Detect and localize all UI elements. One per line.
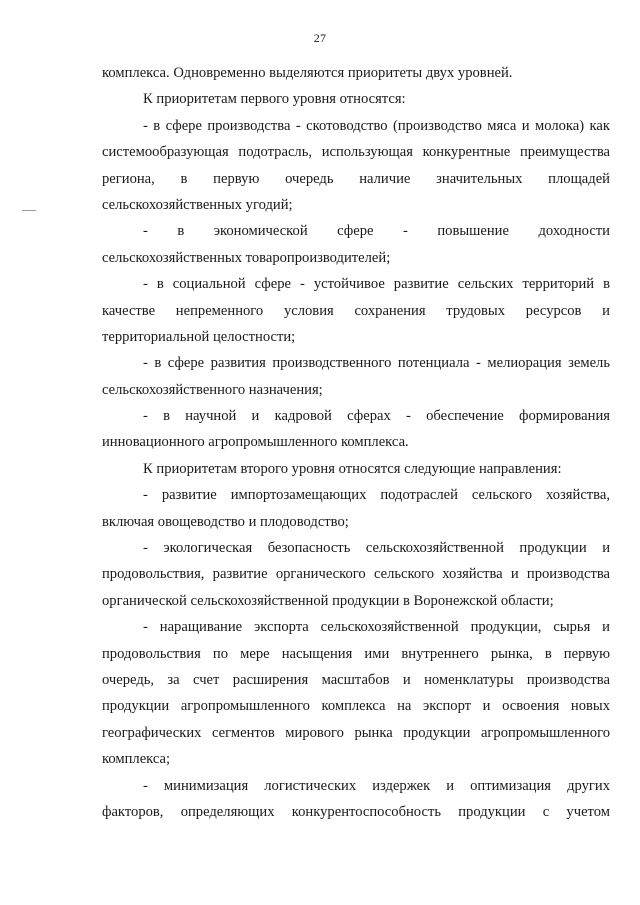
margin-mark [22,210,36,211]
text-line: сельскохозяйственных угодий; [102,196,293,213]
text-line: очередь, за счет расширения масштабов и номенклатуры производства [102,671,610,688]
text-line: К приоритетам второго уровня относятся следующие направления: [143,460,562,477]
text-line: инновационного агропромышленного комплекса. [102,434,409,451]
text-line: - минимизация логистических издержек и оптимизация других [143,777,610,794]
text-line: сельскохозяйственного назначения; [102,381,323,398]
text-line: - экологическая безопасность сельскохозяйственной продукции и [143,540,610,557]
text-line: факторов, определяющих конкурентоспособность продукции с учетом [102,803,610,820]
text-line: - в научной и кадровой сферах - обеспечение формирования [143,408,610,425]
text-line: - в сфере производства - скотоводство (производство мяса и молока) как [143,117,610,134]
page-number: 27 [313,31,327,45]
text-line: территориальной целостности; [102,328,296,345]
text-line: географических сегментов мирового рынка продукции агропромышленного [102,724,610,741]
document-body [102,60,610,825]
text-line: комплекса; [102,751,171,768]
text-line: региона, в первую очередь наличие значительных площадей [102,170,610,187]
text-line: системообразующая подотрасль, использующая конкурентные преимущества [102,144,610,161]
text-line: качестве непременного условия сохранения трудовых ресурсов и [102,302,610,319]
text-line: сельскохозяйственных товаропроизводителей; [102,249,391,266]
text-line: - развитие импортозамещающих подотраслей сельского хозяйства, [143,487,610,504]
text-line: продовольствия, развитие органического сельского хозяйства и производства [102,566,610,583]
text-line: включая овощеводство и плодоводство; [102,513,349,530]
text-line: - в сфере развития производственного потенциала - мелиорация земель [143,355,610,372]
text-line: - в экономической сфере - повышение доходности [143,223,610,240]
text-line: комплекса. Одновременно выделяются приоритеты двух уровней. [102,65,513,81]
text-line: органической сельскохозяйственной продукции в Воронежской области; [102,592,554,609]
text-line: продовольствия по мере насыщения ими внутреннего рынка, в первую [102,645,610,662]
text-line: - в социальной сфере - устойчивое развитие сельских территорий в [143,276,610,293]
text-line: К приоритетам первого уровня относятся: [143,91,406,108]
text-line: - наращивание экспорта сельскохозяйственной продукции, сырья и [143,619,610,636]
text-line: продукции агропромышленного комплекса на экспорт и освоения новых [102,698,610,715]
